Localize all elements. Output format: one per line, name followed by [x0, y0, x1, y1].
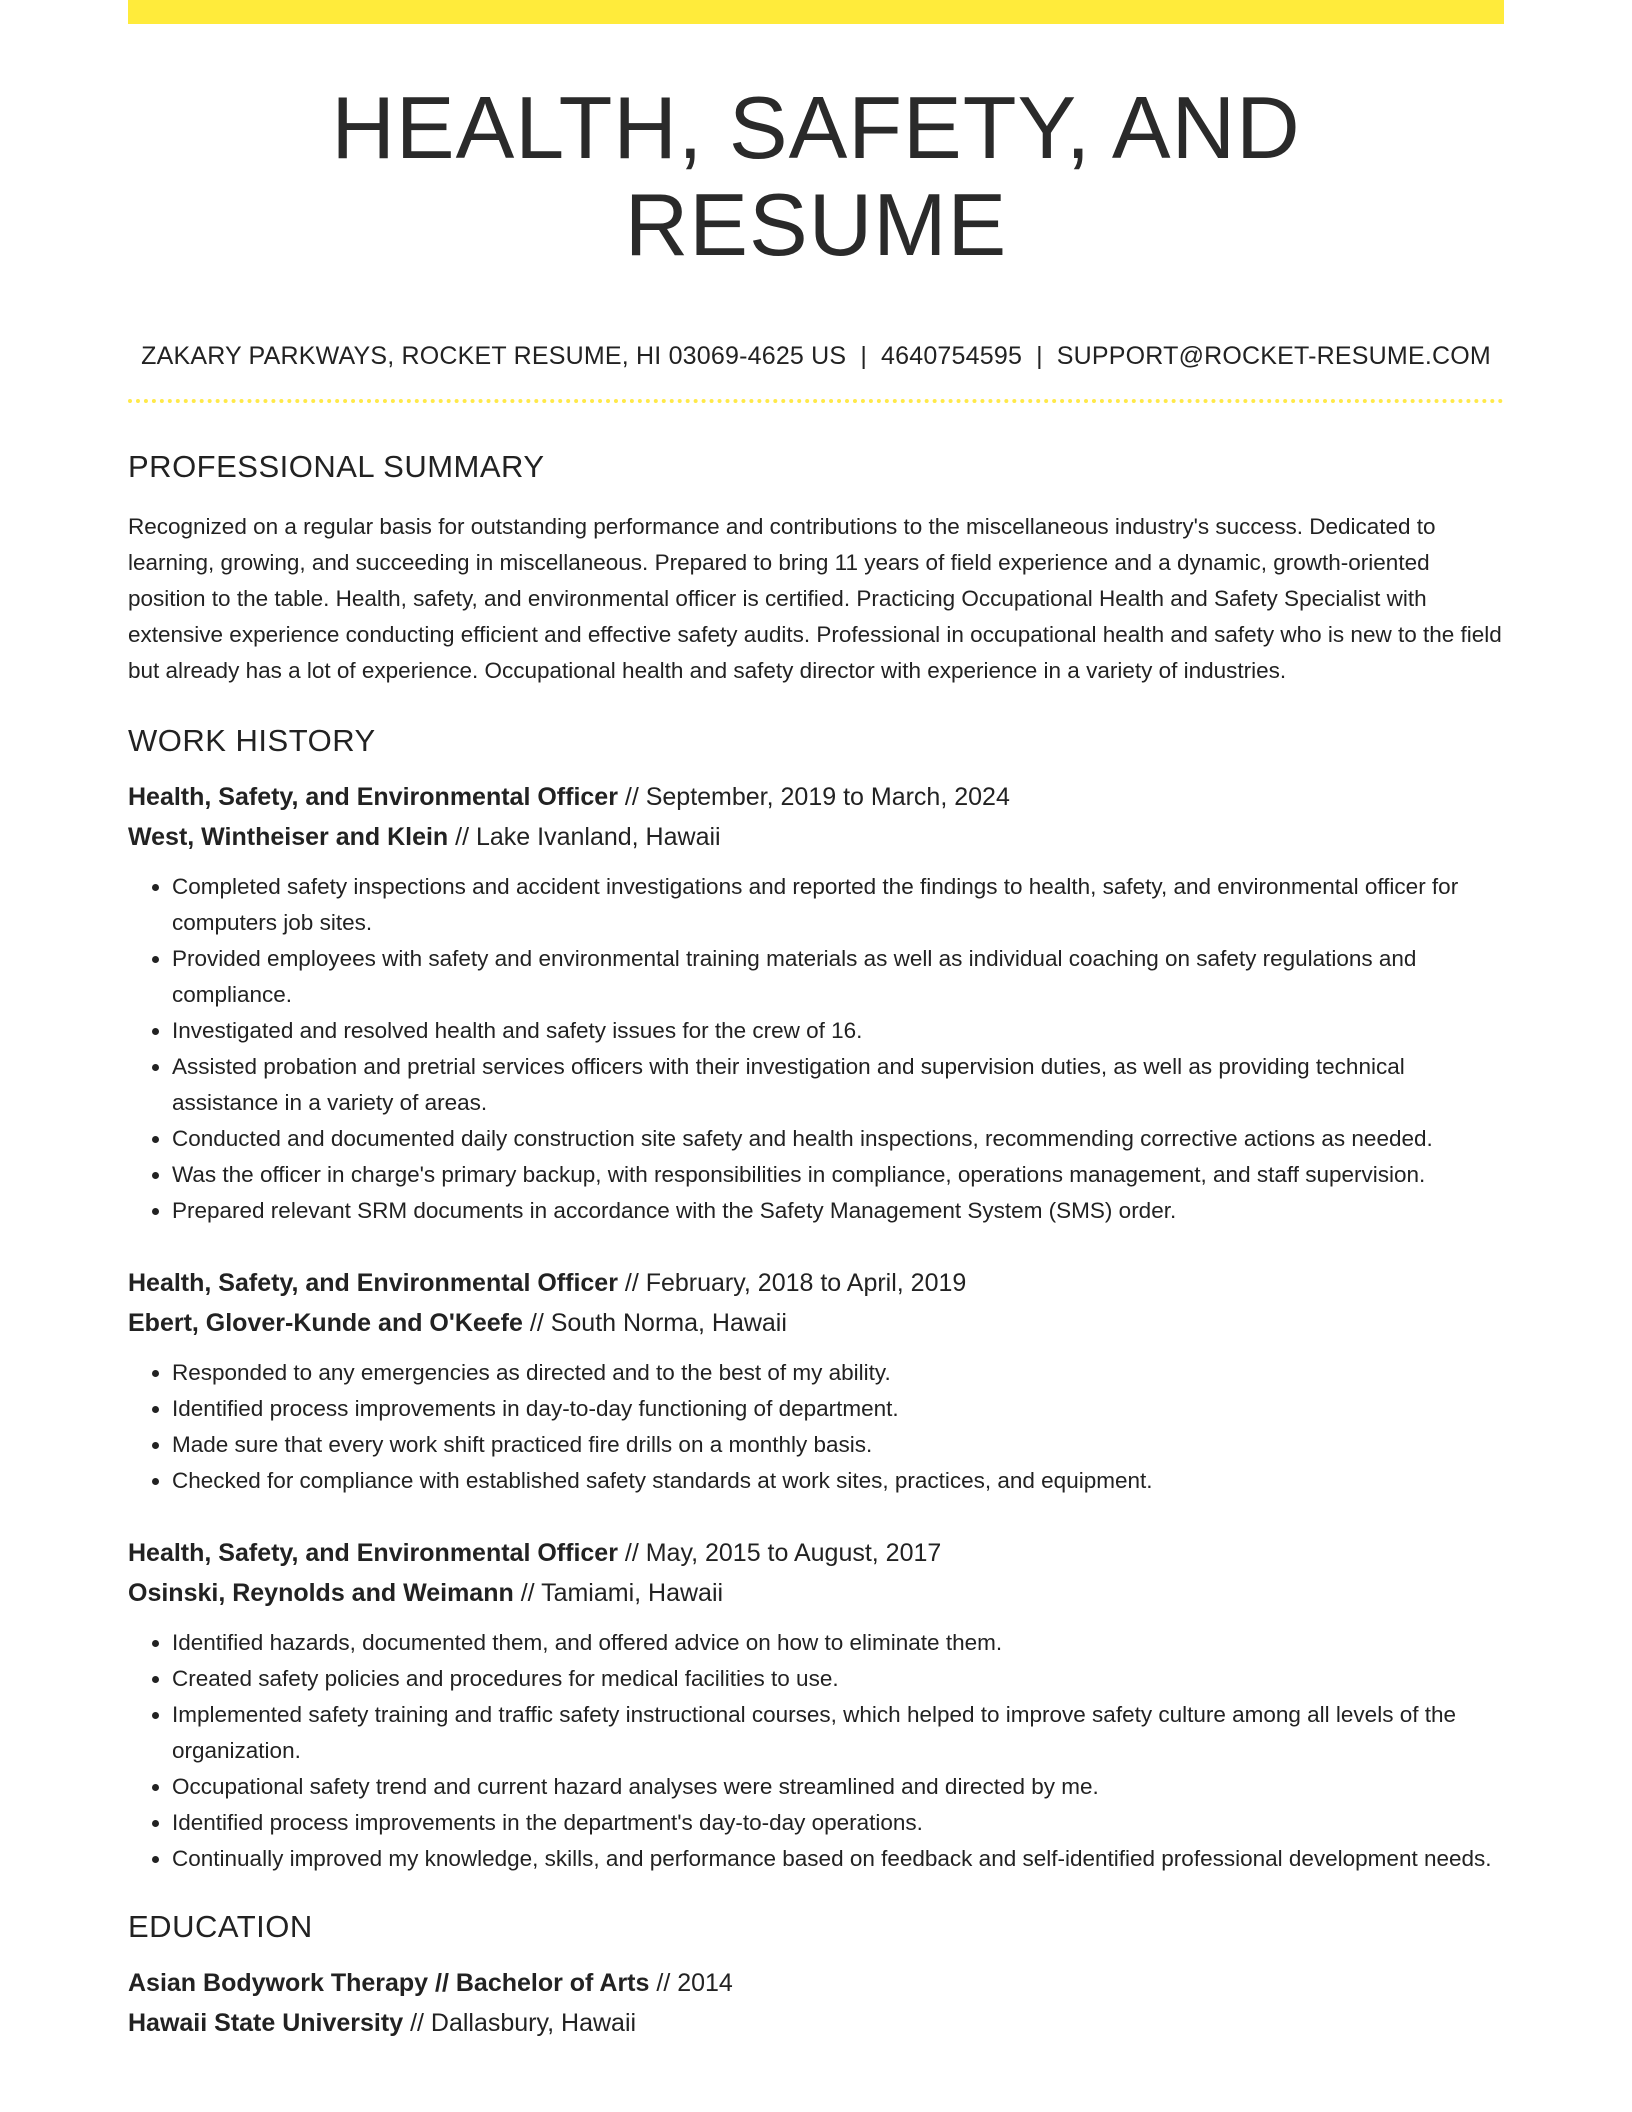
job-bullet-item: • Identified process improvements in the department's day-to-day operations. — [172, 1805, 1504, 1841]
dotted-divider — [128, 399, 1504, 403]
job-title-line — [128, 1533, 1504, 1573]
job-company-line — [128, 1573, 1504, 1613]
job-role: Health, Safety, and Environmental Officer — [128, 1538, 618, 1567]
education-school-line — [128, 2003, 1504, 2043]
summary-text: Recognized on a regular basis for outstanding performance and contributions to the miscellaneous industry's success. Dedicated to learning, growing, and succeeding in miscellaneous. Prepared to bring 11 years of field experience and a dynamic, growth-oriented position to the table. Health, safety, and environmental officer is certified. Practicing Occupational Health and Safety Specialist with extensive experience conducting efficient and effective safety audits. Professional in occupational health and safety who is new to the field but already has a lot of experience. Occupational health and safety director with experience in a variety of industries. — [128, 513, 1502, 683]
job-bullet-item: • Created safety policies and procedures for medical facilities to use. — [172, 1661, 1504, 1697]
job-role: Health, Safety, and Environmental Officer — [128, 782, 618, 811]
resume-page — [128, 0, 1504, 2043]
job-bullet-item: • Identified process improvements in day-to-day functioning of department. — [172, 1391, 1504, 1427]
job-company-line — [128, 1303, 1504, 1343]
education-school: Hawaii State University — [128, 2008, 404, 2037]
job-location: // Tamiami, Hawaii — [513, 1578, 724, 1607]
job-bullet-item: • Checked for compliance with established safety standards at work sites, practices, and equipment. — [172, 1463, 1504, 1499]
job-bullets — [128, 1355, 1504, 1499]
job-location: // South Norma, Hawaii — [522, 1308, 787, 1337]
contact-address: ZAKARY PARKWAYS, ROCKET RESUME, HI 03069-4625 US — [141, 341, 847, 370]
job-company: Ebert, Glover-Kunde and O'Keefe — [128, 1308, 523, 1337]
contact-line — [128, 342, 1504, 371]
education-location: // Dallasbury, Hawaii — [403, 2008, 637, 2037]
job-bullet-item: • Responded to any emergencies as directed and to the best of my ability. — [172, 1355, 1504, 1391]
job-title-line — [128, 777, 1504, 817]
education-year: // 2014 — [649, 1968, 733, 1997]
contact-separator: | — [1036, 341, 1043, 370]
job-company: Osinski, Reynolds and Weimann — [128, 1578, 514, 1607]
job-dates: // February, 2018 to April, 2019 — [617, 1268, 967, 1297]
job-dates: // May, 2015 to August, 2017 — [617, 1538, 942, 1567]
job-location: // Lake Ivanland, Hawaii — [448, 822, 721, 851]
contact-separator: | — [860, 341, 868, 370]
education-entry — [128, 1963, 1504, 2043]
job-bullet-item: • Identified hazards, documented them, and offered advice on how to eliminate them. — [172, 1625, 1504, 1661]
job-bullet-item: • Assisted probation and pretrial services officers with their investigation and supervision duties, as well as providing technical assistance in a variety of areas. — [172, 1049, 1504, 1121]
job-dates: // September, 2019 to March, 2024 — [617, 782, 1010, 811]
education-degree: Asian Bodywork Therapy // Bachelor of Arts — [128, 1968, 650, 1997]
job-bullets — [128, 869, 1504, 1229]
contact-email[interactable]: SUPPORT@ROCKET-RESUME.COM — [1056, 341, 1491, 370]
summary-heading: PROFESSIONAL SUMMARY — [128, 448, 545, 484]
job-title-line — [128, 1263, 1504, 1303]
job-entry — [128, 777, 1504, 1229]
job-bullet-item: • Made sure that every work shift practiced fire drills on a monthly basis. — [172, 1427, 1504, 1463]
job-bullet-item: • Continually improved my knowledge, skills, and performance based on feedback and self-identified professional development needs. — [172, 1841, 1504, 1877]
job-company: West, Wintheiser and Klein — [128, 822, 449, 851]
education-heading: EDUCATION — [128, 1908, 313, 1944]
job-bullet-item: • Completed safety inspections and accident investigations and reported the findings to health, safety, and environmental officer for computers job sites. — [172, 869, 1504, 941]
accent-bar — [128, 0, 1504, 24]
contact-phone[interactable]: 4640754595 — [881, 341, 1023, 370]
education-degree-line — [128, 1963, 1504, 2003]
work-history-heading: WORK HISTORY — [128, 722, 376, 758]
job-bullet-item: • Provided employees with safety and environmental training materials as well as individual coaching on safety regulations and compliance. — [172, 941, 1504, 1013]
job-bullet-item: • Was the officer in charge's primary backup, with responsibilities in compliance, operations management, and staff supervision. — [172, 1157, 1504, 1193]
job-bullet-item: • Investigated and resolved health and safety issues for the crew of 16. — [172, 1013, 1504, 1049]
resume-title: HEALTH, SAFETY, AND RESUME — [331, 78, 1301, 274]
job-bullets — [128, 1625, 1504, 1877]
job-bullet-item: • Implemented safety training and traffic safety instructional courses, which helped to improve safety culture among all levels of the organization. — [172, 1697, 1504, 1769]
job-role: Health, Safety, and Environmental Officer — [128, 1268, 618, 1297]
job-entry — [128, 1533, 1504, 1877]
job-bullet-item: • Occupational safety trend and current hazard analyses were streamlined and directed by me. — [172, 1769, 1504, 1805]
job-bullet-item: • Prepared relevant SRM documents in accordance with the Safety Management System (SMS) order. — [172, 1193, 1504, 1229]
job-list — [128, 777, 1504, 1877]
job-company-line — [128, 817, 1504, 857]
job-bullet-item: • Conducted and documented daily construction site safety and health inspections, recommending corrective actions as needed. — [172, 1121, 1504, 1157]
job-entry — [128, 1263, 1504, 1499]
